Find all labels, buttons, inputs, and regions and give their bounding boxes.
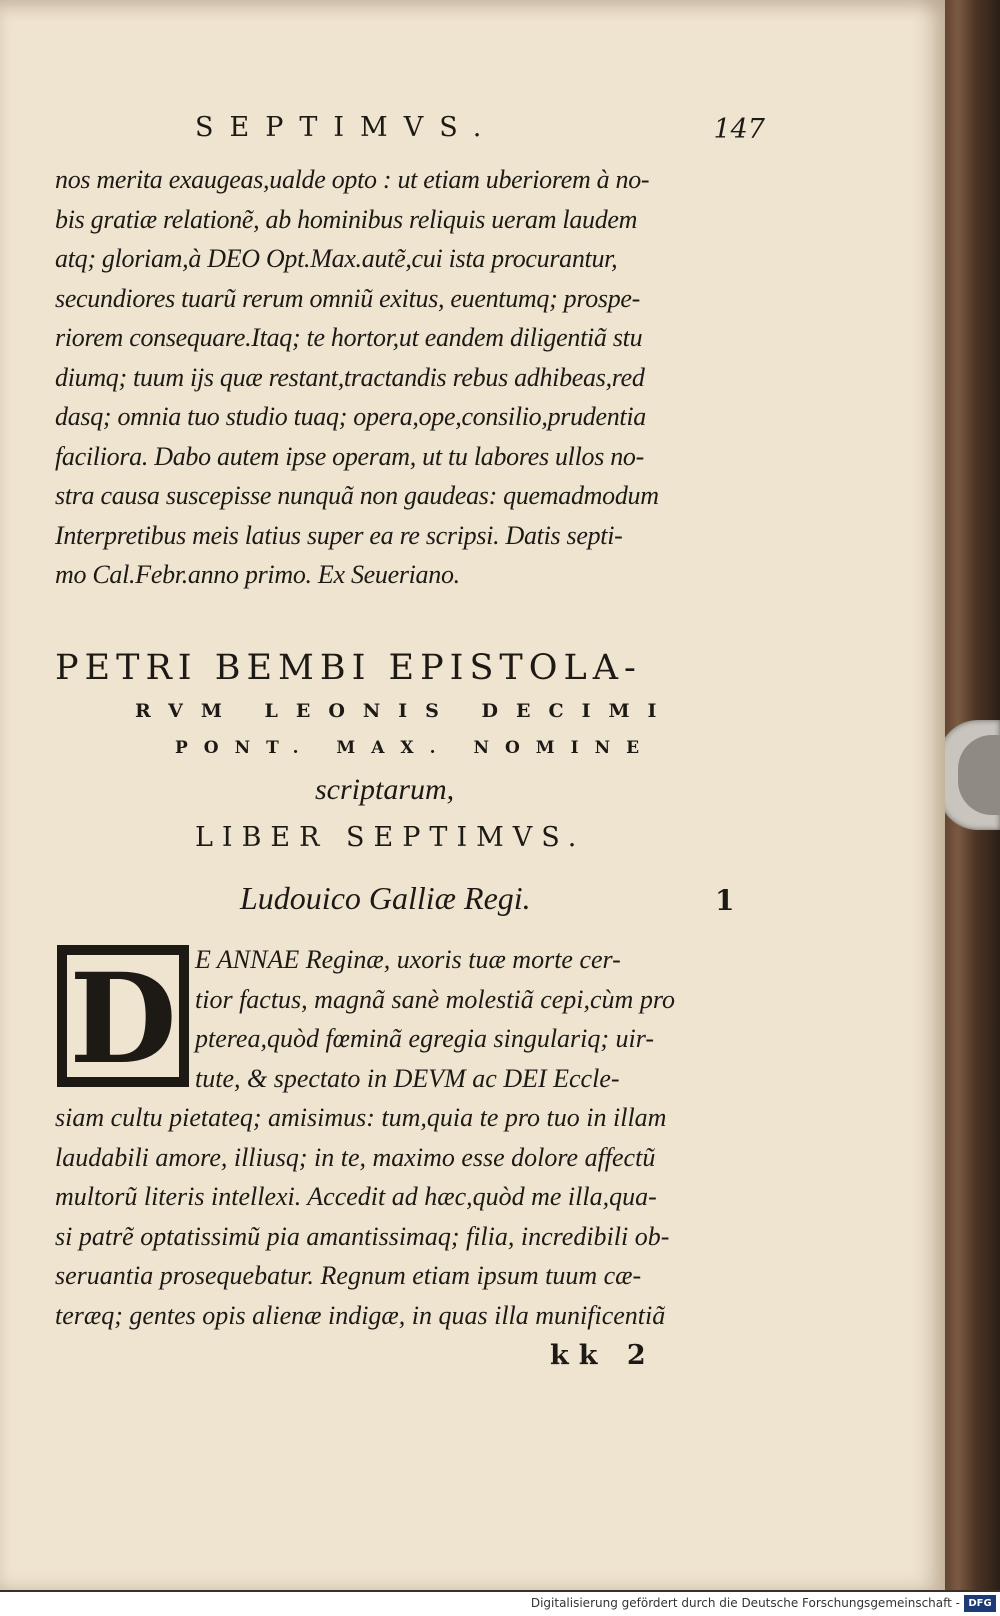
text-line: teræq; gentes opis alienæ indigæ, in quas illa munificentiã (55, 1300, 666, 1330)
text-line: diumq; tuum ijs quæ restant,tractandis rebus adhibeas,red (55, 362, 645, 392)
text-line: secundiores tuarũ rerum omniũ exitus, euentumq; prospe- (55, 283, 641, 313)
text-line: siam cultu pietateq; amisimus: tum,quia te pro tuo in illam (55, 1103, 667, 1132)
initial-letter: D (69, 947, 177, 1092)
text-line: si patrẽ optatissimũ pia amantissimaq; filia, incredibili ob- (55, 1221, 670, 1251)
text-line: laudabili amore, illiusq; in te, maximo esse dolore affectũ (55, 1142, 656, 1172)
page-content (55, 0, 765, 1590)
letter-recipient: Ludouico Galliæ Regi. (240, 880, 531, 916)
previous-letter-text (55, 160, 755, 595)
text-line: tior factus, magnã sanè molestiã cepi,cùm pro (195, 984, 675, 1014)
letter-number: 1 (715, 884, 735, 917)
text-line: tute, & spectato in DEVM ac DEI Eccle- (195, 1063, 620, 1093)
text-line: seruantia prosequebatur. Regnum etiam ipsum tuum cæ- (55, 1261, 642, 1290)
text-line: mo Cal.Febr.anno primo. Ex Seueriano. (55, 560, 460, 589)
book-heading-line-3: PONT. MAX. NOMINE (175, 738, 656, 758)
text-line: pterea,quòd fœminã egregia singulariq; uir- (195, 1024, 655, 1053)
book-heading-line-1: PETRI BEMBI EPISTOLA- (55, 648, 642, 688)
book-heading-line-2: RVM LEONIS DECIMI (135, 700, 675, 722)
text-line: bis gratiæ relationẽ, ab hominibus reliquis ueram laudem (55, 204, 638, 234)
book-heading-line-5: LIBER SEPTIMVS. (195, 822, 586, 853)
book-heading-line-4: scriptarum, (315, 773, 455, 806)
text-line: Interpretibus meis latius super ea re scripsi. Datis septi- (55, 520, 623, 550)
digitization-footer (0, 1592, 1000, 1616)
text-line: faciliora. Dabo autem ipse operam, ut tu labores ullos no- (55, 441, 644, 471)
text-line: atq; gloriam,à DEO Opt.Max.autẽ,cui ista procurantur, (55, 244, 618, 273)
text-line: dasq; omnia tuo studio tuaq; opera,ope,consilio,prudentia (55, 402, 646, 431)
text-line: stra causa suscepisse nunquã non gaudeas: quemadmodum (55, 481, 659, 510)
text-line: multorũ literis intellexi. Accedit ad hæc,quòd me illa,qua- (55, 1182, 657, 1211)
page-number: 147 (713, 114, 765, 145)
text-line: riorem consequare.Itaq; te hortor,ut eandem diligentiã stu (55, 323, 643, 352)
running-head (55, 112, 765, 152)
text-line: nos merita exaugeas,ualde opto : ut etiam uberiorem à no- (55, 165, 650, 194)
signature-mark: kk 2 (550, 1340, 656, 1371)
footer-credit: Digitalisierung gefördert durch die Deutsche Forschungsgemeinschaft - (530, 1596, 960, 1610)
text-line: E ANNAE Reginæ, uxoris tuæ morte cer- (195, 945, 621, 974)
dfg-logo-icon: DFG (964, 1595, 996, 1612)
running-head-title: SEPTIMVS. (195, 112, 498, 143)
letter-text (55, 940, 755, 1335)
